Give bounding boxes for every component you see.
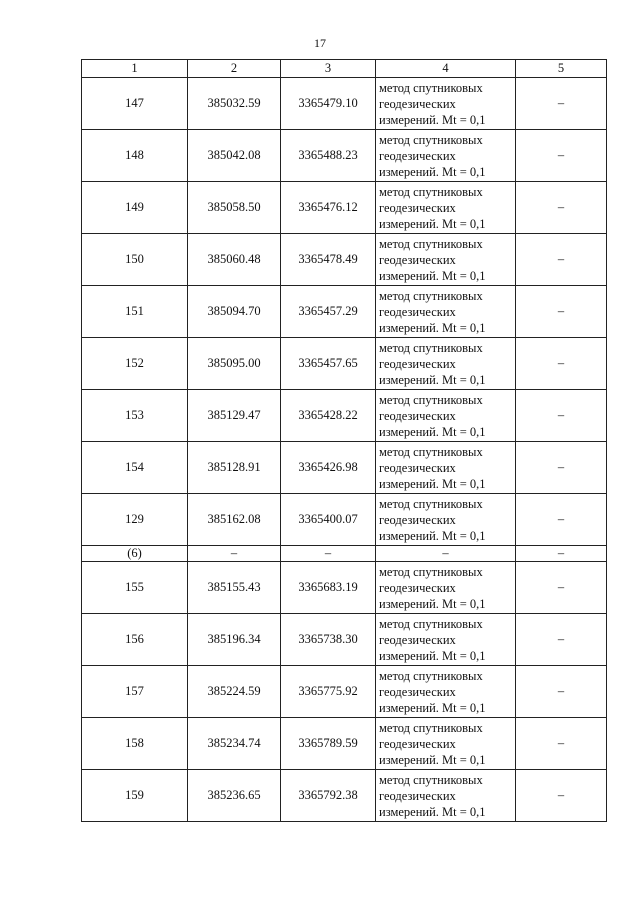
method-line: геодезических — [379, 304, 456, 319]
y-coordinate-cell: 3365457.65 — [281, 338, 376, 390]
header-col-4: 4 — [376, 60, 516, 78]
y-coordinate-cell: 3365789.59 — [281, 718, 376, 770]
note-cell: – — [516, 78, 607, 130]
y-coordinate-cell: 3365683.19 — [281, 562, 376, 614]
point-number-cell: 155 — [82, 562, 188, 614]
method-line: измерений. Mt = 0,1 — [379, 320, 486, 335]
method-line: измерений. Mt = 0,1 — [379, 372, 486, 387]
table-row — [82, 182, 607, 234]
x-coordinate-cell: 385042.08 — [188, 130, 281, 182]
point-number-cell: 154 — [82, 442, 188, 494]
method-line: метод спутниковых — [379, 720, 483, 735]
method-cell — [376, 494, 516, 546]
table-row — [82, 494, 607, 546]
method-cell — [376, 130, 516, 182]
point-number-cell: 153 — [82, 390, 188, 442]
method-line: геодезических — [379, 148, 456, 163]
x-coordinate-cell: 385129.47 — [188, 390, 281, 442]
note-cell: – — [516, 234, 607, 286]
method-line: измерений. Mt = 0,1 — [379, 648, 486, 663]
method-line: метод спутниковых — [379, 80, 483, 95]
x-coordinate-cell: 385196.34 — [188, 614, 281, 666]
method-line: метод спутниковых — [379, 236, 483, 251]
method-cell — [376, 338, 516, 390]
method-line: геодезических — [379, 580, 456, 595]
method-line: геодезических — [379, 460, 456, 475]
method-cell — [376, 718, 516, 770]
method-line: измерений. Mt = 0,1 — [379, 752, 486, 767]
note-cell: – — [516, 494, 607, 546]
method-cell — [376, 390, 516, 442]
method-line: метод спутниковых — [379, 184, 483, 199]
method-line: метод спутниковых — [379, 616, 483, 631]
method-line: измерений. Mt = 0,1 — [379, 216, 486, 231]
table-row — [82, 614, 607, 666]
contour-label-cell: (6) — [82, 546, 188, 562]
method-line: измерений. Mt = 0,1 — [379, 476, 486, 491]
y-coordinate-cell: 3365457.29 — [281, 286, 376, 338]
method-line: метод спутниковых — [379, 340, 483, 355]
note-cell: – — [516, 718, 607, 770]
point-number-cell: 157 — [82, 666, 188, 718]
table-row — [82, 770, 607, 822]
x-coordinate-cell: 385032.59 — [188, 78, 281, 130]
note-cell: – — [516, 390, 607, 442]
table-row — [82, 666, 607, 718]
point-number-cell: 150 — [82, 234, 188, 286]
point-number-cell: 158 — [82, 718, 188, 770]
y-coordinate-cell: 3365738.30 — [281, 614, 376, 666]
coordinates-table — [81, 59, 607, 822]
separator-dash-cell: – — [516, 546, 607, 562]
table-row — [82, 130, 607, 182]
header-col-2: 2 — [188, 60, 281, 78]
point-number-cell: 147 — [82, 78, 188, 130]
method-line: метод спутниковых — [379, 132, 483, 147]
method-cell — [376, 286, 516, 338]
method-line: измерений. Mt = 0,1 — [379, 528, 486, 543]
method-line: метод спутниковых — [379, 668, 483, 683]
method-line: измерений. Mt = 0,1 — [379, 268, 486, 283]
point-number-cell: 149 — [82, 182, 188, 234]
method-line: геодезических — [379, 408, 456, 423]
y-coordinate-cell: 3365488.23 — [281, 130, 376, 182]
method-line: измерений. Mt = 0,1 — [379, 164, 486, 179]
method-cell — [376, 442, 516, 494]
note-cell: – — [516, 770, 607, 822]
method-line: метод спутниковых — [379, 392, 483, 407]
method-cell — [376, 666, 516, 718]
method-line: геодезических — [379, 512, 456, 527]
method-line: измерений. Mt = 0,1 — [379, 804, 486, 819]
table-row — [82, 390, 607, 442]
y-coordinate-cell: 3365775.92 — [281, 666, 376, 718]
note-cell: – — [516, 614, 607, 666]
method-line: метод спутниковых — [379, 564, 483, 579]
note-cell: – — [516, 666, 607, 718]
y-coordinate-cell: 3365479.10 — [281, 78, 376, 130]
x-coordinate-cell: 385162.08 — [188, 494, 281, 546]
method-cell — [376, 234, 516, 286]
x-coordinate-cell: 385128.91 — [188, 442, 281, 494]
method-line: измерений. Mt = 0,1 — [379, 700, 486, 715]
table-row — [82, 286, 607, 338]
method-line: метод спутниковых — [379, 288, 483, 303]
method-cell — [376, 770, 516, 822]
point-number-cell: 151 — [82, 286, 188, 338]
note-cell: – — [516, 286, 607, 338]
x-coordinate-cell: 385234.74 — [188, 718, 281, 770]
table-row — [82, 234, 607, 286]
x-coordinate-cell: 385095.00 — [188, 338, 281, 390]
note-cell: – — [516, 442, 607, 494]
note-cell: – — [516, 182, 607, 234]
method-line: геодезических — [379, 736, 456, 751]
page-number: 17 — [314, 36, 326, 50]
note-cell: – — [516, 338, 607, 390]
method-line: измерений. Mt = 0,1 — [379, 424, 486, 439]
separator-dash-cell: – — [376, 546, 516, 562]
table-row — [82, 562, 607, 614]
y-coordinate-cell: 3365476.12 — [281, 182, 376, 234]
y-coordinate-cell: 3365792.38 — [281, 770, 376, 822]
method-line: геодезических — [379, 788, 456, 803]
method-line: измерений. Mt = 0,1 — [379, 596, 486, 611]
point-number-cell: 159 — [82, 770, 188, 822]
y-coordinate-cell: 3365478.49 — [281, 234, 376, 286]
y-coordinate-cell: 3365400.07 — [281, 494, 376, 546]
method-cell — [376, 182, 516, 234]
table-row — [82, 718, 607, 770]
point-number-cell: 129 — [82, 494, 188, 546]
separator-dash-cell: – — [188, 546, 281, 562]
method-line: метод спутниковых — [379, 444, 483, 459]
y-coordinate-cell: 3365426.98 — [281, 442, 376, 494]
method-cell — [376, 614, 516, 666]
header-col-3: 3 — [281, 60, 376, 78]
method-line: геодезических — [379, 96, 456, 111]
separator-dash-cell: – — [281, 546, 376, 562]
x-coordinate-cell: 385094.70 — [188, 286, 281, 338]
contour-separator-row — [82, 546, 607, 562]
x-coordinate-cell: 385060.48 — [188, 234, 281, 286]
note-cell: – — [516, 130, 607, 182]
table-header-row — [82, 60, 607, 78]
method-line: геодезических — [379, 684, 456, 699]
y-coordinate-cell: 3365428.22 — [281, 390, 376, 442]
method-line: геодезических — [379, 200, 456, 215]
method-line: геодезических — [379, 632, 456, 647]
point-number-cell: 148 — [82, 130, 188, 182]
method-line: метод спутниковых — [379, 772, 483, 787]
method-line: геодезических — [379, 356, 456, 371]
x-coordinate-cell: 385236.65 — [188, 770, 281, 822]
method-line: метод спутниковых — [379, 496, 483, 511]
table-row — [82, 442, 607, 494]
header-col-1: 1 — [82, 60, 188, 78]
point-number-cell: 156 — [82, 614, 188, 666]
method-line: измерений. Mt = 0,1 — [379, 112, 486, 127]
table-row — [82, 338, 607, 390]
method-cell — [376, 562, 516, 614]
table-row — [82, 78, 607, 130]
method-line: геодезических — [379, 252, 456, 267]
note-cell: – — [516, 562, 607, 614]
x-coordinate-cell: 385224.59 — [188, 666, 281, 718]
x-coordinate-cell: 385058.50 — [188, 182, 281, 234]
point-number-cell: 152 — [82, 338, 188, 390]
x-coordinate-cell: 385155.43 — [188, 562, 281, 614]
method-cell — [376, 78, 516, 130]
header-col-5: 5 — [516, 60, 607, 78]
